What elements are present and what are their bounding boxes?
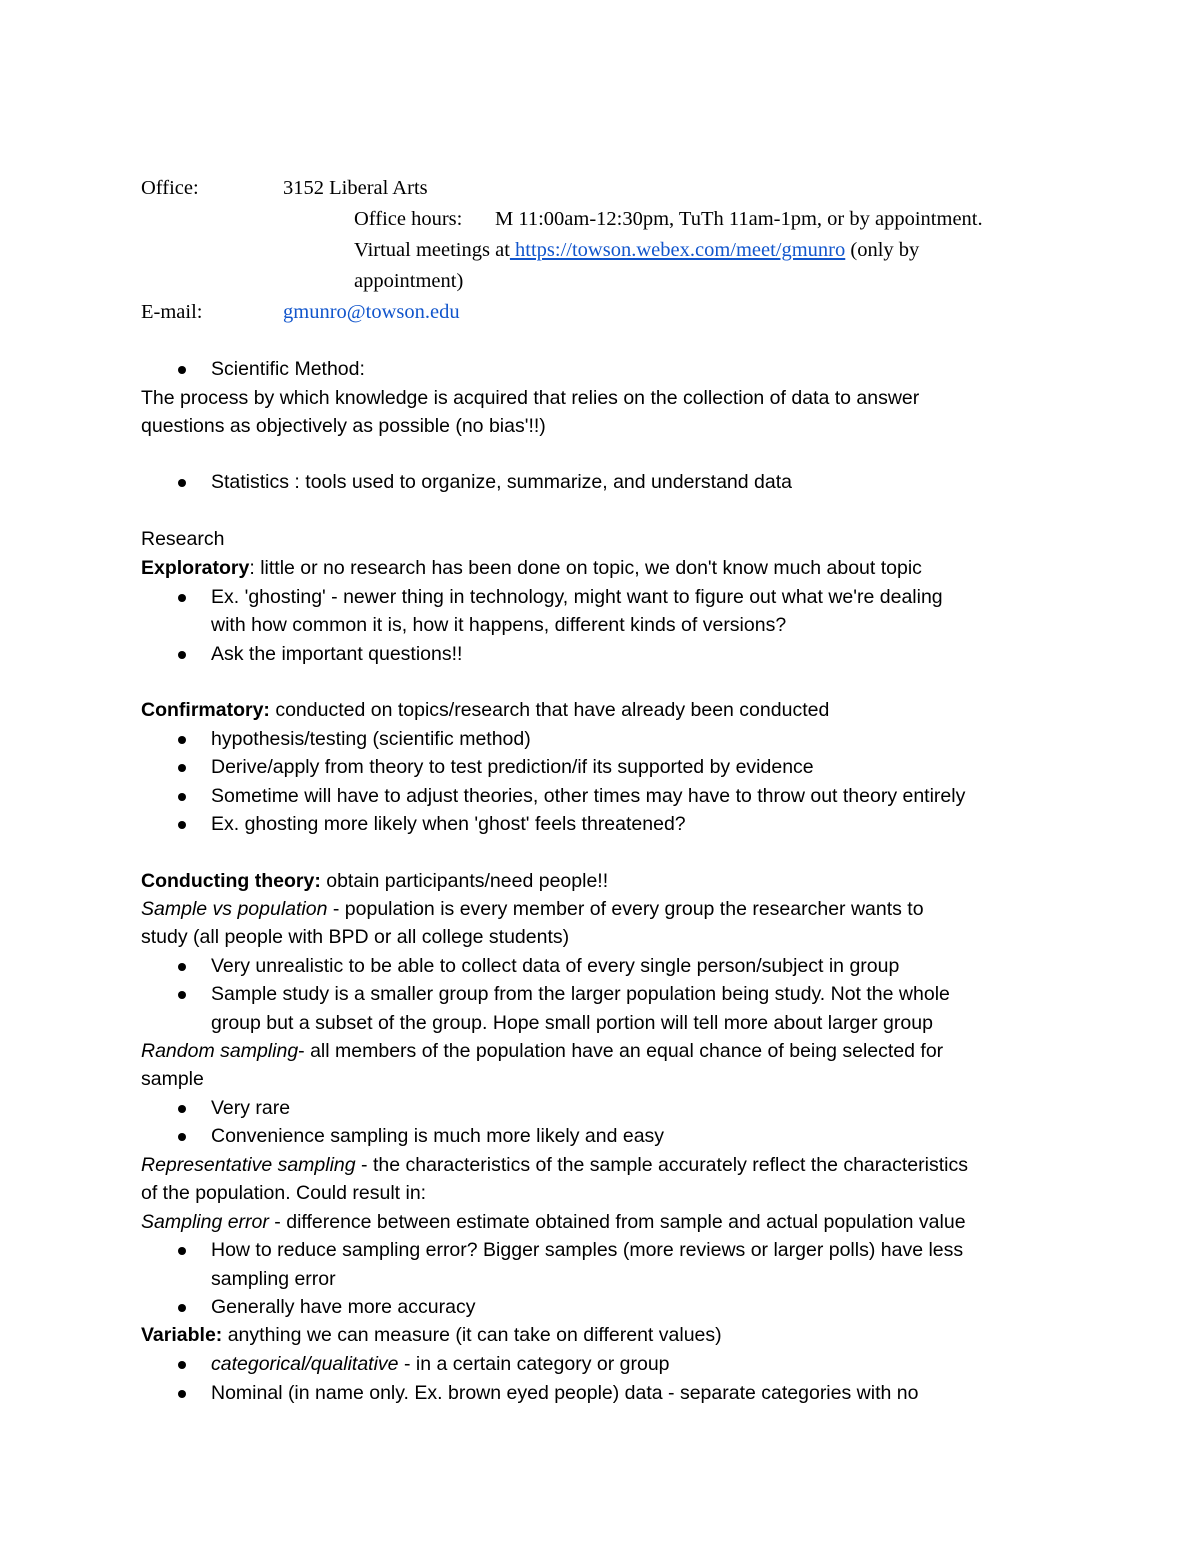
office-hours-value: M 11:00am-12:30pm, TuTh 11am-1pm, or by appointment. [495,208,983,230]
variable-def: anything we can measure (it can take on different values) [222,1324,722,1346]
confirmatory-item-4: Ex. ghosting more likely when 'ghost' feels threatened? [211,813,686,835]
office-hours-label: Office hours: [354,208,463,230]
sample-vs-population-line-2: study (all people with BPD or all college students) [141,926,570,948]
scientific-method-def-2: questions as objectively as possible (no bias'!!) [141,415,546,437]
sampling-error-def: - difference between estimate obtained from sample and actual population value [268,1211,966,1233]
random-item-2: Convenience sampling is much more likely and easy [211,1125,665,1147]
confirmatory-line [141,701,829,721]
sample-item-1: Very unrealistic to be able to collect data of every single person/subject in group [211,955,900,977]
bullet-icon [178,736,186,744]
sampling-error-line [141,1213,966,1233]
bullet-icon [178,963,186,971]
sample-vs-population-def: - population is every member of every group the researcher wants to [327,898,924,920]
random-sampling-def: - all members of the population have an equal chance of being selected for [298,1040,944,1062]
sampling-error-term: Sampling error [141,1211,269,1233]
categorical-def: - in a certain category or group [398,1353,670,1375]
virtual-meetings-prefix: Virtual meetings at [354,239,510,261]
sample-vs-population-line-1 [141,900,924,920]
bullet-icon [178,1105,186,1113]
research-heading: Research [141,528,225,550]
bullet-icon [178,651,186,659]
conducting-theory-line [141,872,608,892]
bullet-icon [178,991,186,999]
bullet-icon [178,821,186,829]
webex-link[interactable]: https://towson.webex.com/meet/gmunro [509,239,846,261]
bullet-icon [178,1133,186,1141]
bullet-icon [178,1247,186,1255]
representative-sampling-line-1 [141,1156,968,1176]
confirmatory-item-2: Derive/apply from theory to test prediction/if its supported by evidence [211,756,814,778]
exploratory-item-2: Ask the important questions!! [211,643,463,665]
exploratory-def: : little or no research has been done on topic, we don't know much about topic [249,557,922,579]
email-label: E-mail: [141,301,203,323]
sample-item-2-line-1: Sample study is a smaller group from the larger population being study. Not the whole [211,983,950,1005]
confirmatory-term: Confirmatory: [141,699,270,721]
representative-sampling-term: Representative sampling [141,1154,356,1176]
error-item-2: Generally have more accuracy [211,1296,476,1318]
bullet-icon [178,594,186,602]
exploratory-line [141,559,922,579]
scientific-method-def-1: The process by which knowledge is acquired that relies on the collection of data to answer [141,387,920,409]
scientific-method-heading: Scientific Method: [211,358,365,380]
bullet-icon [178,479,186,487]
variable-item-2: Nominal (in name only. Ex. brown eyed people) data - separate categories with no [211,1382,919,1404]
variable-item-1 [211,1355,670,1375]
bullet-icon [178,764,186,772]
virtual-meetings-suffix-2: appointment) [354,270,464,292]
bullet-icon [178,366,186,374]
categorical-term: categorical/qualitative [211,1353,399,1375]
exploratory-item-1-line-2: with how common it is, how it happens, different kinds of versions? [211,614,787,636]
bullet-icon [178,1390,186,1398]
variable-term: Variable: [141,1324,223,1346]
sample-vs-population-term: Sample vs population [141,898,328,920]
confirmatory-def: conducted on topics/research that have already been conducted [269,699,830,721]
office-label: Office: [141,177,199,199]
virtual-meetings-suffix: (only by [845,239,920,261]
error-item-1-line-2: sampling error [211,1268,336,1290]
random-sampling-line-2: sample [141,1068,204,1090]
random-item-1: Very rare [211,1097,291,1119]
conducting-theory-term: Conducting theory: [141,870,321,892]
exploratory-term: Exploratory [141,557,250,579]
statistics-item: Statistics : tools used to organize, summarize, and understand data [211,471,792,493]
bullet-icon [178,793,186,801]
sample-item-2-line-2: group but a subset of the group. Hope small portion will tell more about larger group [211,1012,933,1034]
bullet-icon [178,1361,186,1369]
confirmatory-item-3: Sometime will have to adjust theories, other times may have to throw out theory entirely [211,785,966,807]
variable-line [141,1326,722,1346]
representative-sampling-def: - the characteristics of the sample accurately reflect the characteristics [355,1154,968,1176]
exploratory-item-1-line-1: Ex. 'ghosting' - newer thing in technology, might want to figure out what we're dealing [211,586,943,608]
random-sampling-term: Random sampling [141,1040,299,1062]
email-link[interactable]: gmunro@towson.edu [283,301,460,323]
confirmatory-item-1: hypothesis/testing (scientific method) [211,728,531,750]
representative-sampling-line-2: of the population. Could result in: [141,1182,427,1204]
virtual-meetings-line [354,240,919,261]
conducting-theory-def: obtain participants/need people!! [320,870,609,892]
random-sampling-line-1 [141,1042,943,1062]
error-item-1-line-1: How to reduce sampling error? Bigger samples (more reviews or larger polls) have less [211,1239,964,1261]
bullet-icon [178,1304,186,1312]
office-value: 3152 Liberal Arts [283,177,428,199]
